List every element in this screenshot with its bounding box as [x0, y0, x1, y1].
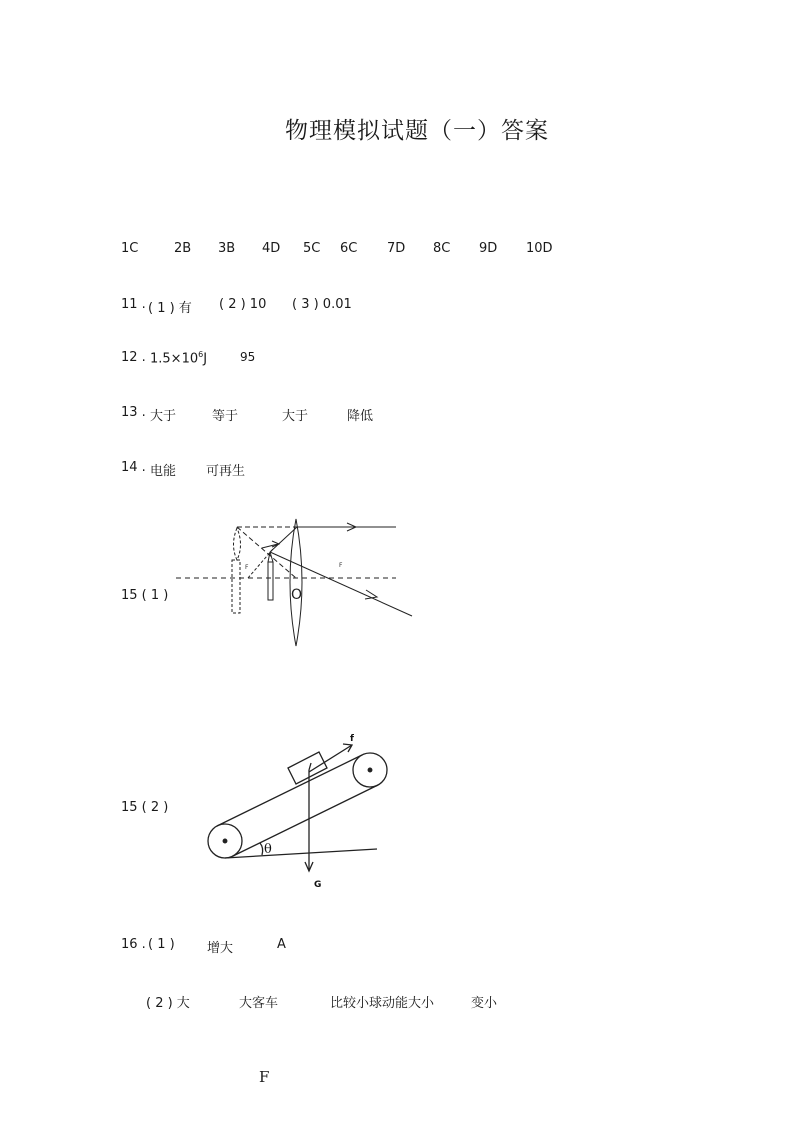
q16-part-1-answer-1: 增大	[207, 941, 234, 956]
answer-9: 9D	[479, 241, 498, 256]
q16-part-1-answer-2: A	[277, 937, 286, 952]
q15-1-label: 15 ( 1 )	[121, 588, 169, 603]
q16-number: 16 .	[121, 937, 146, 952]
angle-arc	[260, 843, 263, 855]
q11-answer-2: ( 2 ) 10	[219, 297, 267, 312]
q16-part-2: ( 2 ) 大	[146, 996, 190, 1011]
focus-right-label: F	[339, 562, 343, 569]
q12-number: 12 .	[121, 350, 146, 365]
ray-arrow-2	[365, 590, 377, 599]
q13-answer-2: 等于	[212, 409, 239, 424]
ground-line	[225, 849, 377, 858]
q16-part-2-answer-3: 变小	[471, 996, 498, 1011]
ray-arrow-3	[272, 541, 279, 547]
answer-5: 5C	[303, 241, 321, 256]
q14-number: 14 .	[121, 460, 146, 475]
object-body	[268, 562, 273, 600]
roller-left-axle	[223, 839, 227, 843]
page-title: 物理模拟试题（一）答案	[285, 118, 549, 144]
optical-center-label: O	[291, 587, 303, 603]
q13-number: 13 .	[121, 405, 146, 420]
q13-answer-1: 大于	[150, 409, 177, 424]
normal-stub	[309, 763, 311, 770]
force-f-label: f	[350, 734, 354, 744]
q16-part-1: ( 1 )	[148, 937, 175, 952]
focus-left-label: F	[245, 564, 249, 571]
trailing-letter: F	[259, 1068, 270, 1086]
answer-6: 6C	[340, 241, 358, 256]
answer-10: 10D	[526, 241, 553, 256]
conveyor-diagram	[208, 744, 387, 871]
q11-number: 11 .	[121, 297, 146, 312]
q12-answer-2: 95	[240, 350, 256, 364]
belt-bottom	[233, 785, 378, 856]
q12-answer-1: $1.5\times 10^6J$	[150, 350, 208, 367]
angle-theta-label: θ	[264, 842, 272, 857]
q16-part-2-answer-1: 大客车	[239, 996, 279, 1011]
q14-answer-2: 可再生	[206, 464, 246, 479]
answer-1: 1C	[121, 241, 139, 256]
answer-7: 7D	[387, 241, 406, 256]
q15-2-label: 15 ( 2 )	[121, 800, 169, 815]
belt-top	[217, 755, 362, 826]
virtual-image-flame	[234, 528, 241, 560]
q11-answer-3: ( 3 ) 0.01	[292, 297, 352, 312]
answer-3: 3B	[218, 241, 236, 256]
q13-answer-4: 降低	[347, 409, 374, 424]
conveyor-block	[288, 752, 327, 784]
convex-lens	[290, 519, 302, 646]
q14-answer-1: 电能	[150, 464, 177, 479]
q16-part-2-answer-2: 比较小球动能大小	[330, 996, 435, 1011]
force-g-label: G	[314, 880, 322, 890]
virtual-image-body	[232, 560, 240, 613]
roller-right-axle	[368, 768, 372, 772]
q11-answer-1: ( 1 ) 有	[148, 301, 192, 316]
answer-8: 8C	[433, 241, 451, 256]
answer-2: 2B	[174, 241, 192, 256]
q13-answer-3: 大于	[282, 409, 309, 424]
friction-arrow	[309, 745, 352, 772]
answer-4: 4D	[262, 241, 281, 256]
